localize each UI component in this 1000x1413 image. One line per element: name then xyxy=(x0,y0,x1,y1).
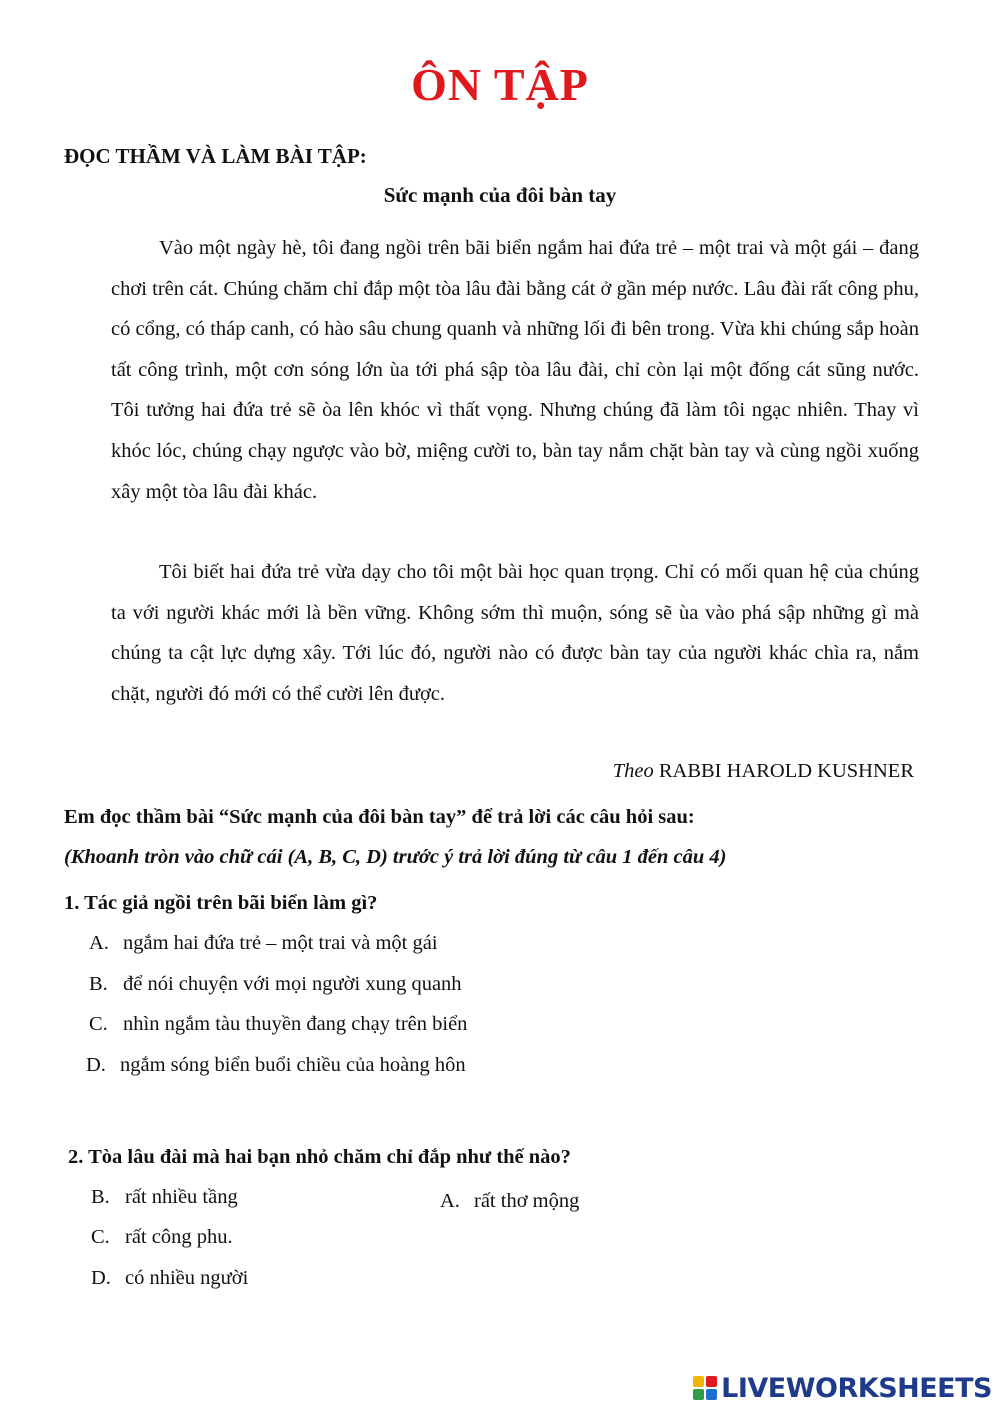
option-text: để nói chuyện với mọi người xung quanh xyxy=(123,973,462,995)
paragraph-text: Vào một ngày hè, tôi đang ngồi trên bãi biển ngắm hai đứa trẻ – một trai và một gái – đang chơi trên cát. Chúng chăm chỉ đắp một tòa lâu đài bằng cát ở gần mép nước. Lâu đài rất công phu, có cổng, có tháp canh, có hào sâu chung quanh và những lối đi bên trong. Vừa khi chúng sắp hoàn tất công trình, một cơn sóng lớn ùa tới phá sập tòa lâu đài, chỉ còn lại một đống cát sũng nước. Tôi tưởng hai đứa trẻ sẽ òa lên khóc vì thất vọng. Nhưng chúng đã làm tôi ngạc nhiên. Thay vì khóc lóc, chúng chạy ngược vào bờ, miệng cười to, bàn tay nắm chặt bàn tay và cùng ngồi xuống xây một tòa lâu đài khác. xyxy=(111,237,919,503)
question-1-option-b[interactable] xyxy=(89,973,462,996)
option-letter[interactable]: A. xyxy=(89,932,109,954)
option-letter[interactable]: C. xyxy=(89,1013,108,1035)
section-heading: ĐỌC THẦM VÀ LÀM BÀI TẬP: xyxy=(64,144,367,168)
instruction-text: Em đọc thầm bài “Sức mạnh của đôi bàn tay” để trả lời các câu hỏi sau: xyxy=(64,806,695,828)
instruction-note: (Khoanh tròn vào chữ cái (A, B, C, D) trước ý trả lời đúng từ câu 1 đến câu 4) xyxy=(64,846,727,868)
page-title: ÔN TẬP xyxy=(411,59,589,110)
paragraph-text: Tôi biết hai đứa trẻ vừa dạy cho tôi một bài học quan trọng. Chỉ có mối quan hệ của chúng ta với người khác mới là bền vững. Không sớm thì muộn, sóng sẽ ùa vào phá sập những gì mà chúng ta cật lực dựng xây. Tới lúc đó, người nào có được bàn tay của người khác chìa ra, nắm chặt, người đó mới có thể cười lên được. xyxy=(111,561,919,705)
option-letter[interactable]: A. xyxy=(440,1190,460,1212)
option-text: có nhiều người xyxy=(125,1267,249,1289)
liveworksheets-logo xyxy=(693,1371,992,1405)
story-title: Sức mạnh của đôi bàn tay xyxy=(383,183,617,207)
question-1-option-c[interactable] xyxy=(89,1013,467,1036)
logo-square xyxy=(706,1389,717,1400)
question-2-option-a[interactable] xyxy=(440,1190,579,1213)
liveworksheets-logo-icon xyxy=(693,1376,717,1400)
source-author: RABBI HAROLD KUSHNER xyxy=(658,760,914,782)
option-letter[interactable]: B. xyxy=(91,1186,110,1208)
passage-paragraph-1 xyxy=(111,228,919,512)
option-letter[interactable]: D. xyxy=(91,1267,111,1289)
question-2: 2. Tòa lâu đài mà hai bạn nhỏ chăm chỉ đắp như thế nào? xyxy=(68,1146,571,1168)
question-1-option-a[interactable] xyxy=(89,932,438,955)
option-text: ngắm sóng biển buổi chiều của hoàng hôn xyxy=(120,1054,466,1076)
question-2-option-d[interactable] xyxy=(91,1267,248,1290)
logo-square xyxy=(693,1376,704,1387)
source-prefix: Theo xyxy=(612,760,654,782)
liveworksheets-logo-text: LIVEWORKSHEETS xyxy=(721,1372,992,1404)
question-2-option-c[interactable] xyxy=(91,1226,233,1249)
logo-square xyxy=(693,1389,704,1400)
option-text: rất công phu. xyxy=(125,1226,233,1248)
option-letter[interactable]: B. xyxy=(89,973,108,995)
logo-square xyxy=(706,1376,717,1387)
option-text: ngắm hai đứa trẻ – một trai và một gái xyxy=(123,932,438,954)
question-1-option-d[interactable] xyxy=(86,1054,466,1077)
source-credit xyxy=(613,760,914,783)
question-1: 1. Tác giả ngồi trên bãi biển làm gì? xyxy=(64,892,378,914)
option-text: rất nhiều tầng xyxy=(125,1186,238,1208)
option-letter[interactable]: C. xyxy=(91,1226,110,1248)
option-letter[interactable]: D. xyxy=(86,1054,106,1076)
option-text: rất thơ mộng xyxy=(474,1190,580,1212)
option-text: nhìn ngắm tàu thuyền đang chạy trên biển xyxy=(123,1013,468,1035)
question-2-option-b[interactable] xyxy=(91,1186,238,1209)
passage-paragraph-2 xyxy=(111,552,919,714)
